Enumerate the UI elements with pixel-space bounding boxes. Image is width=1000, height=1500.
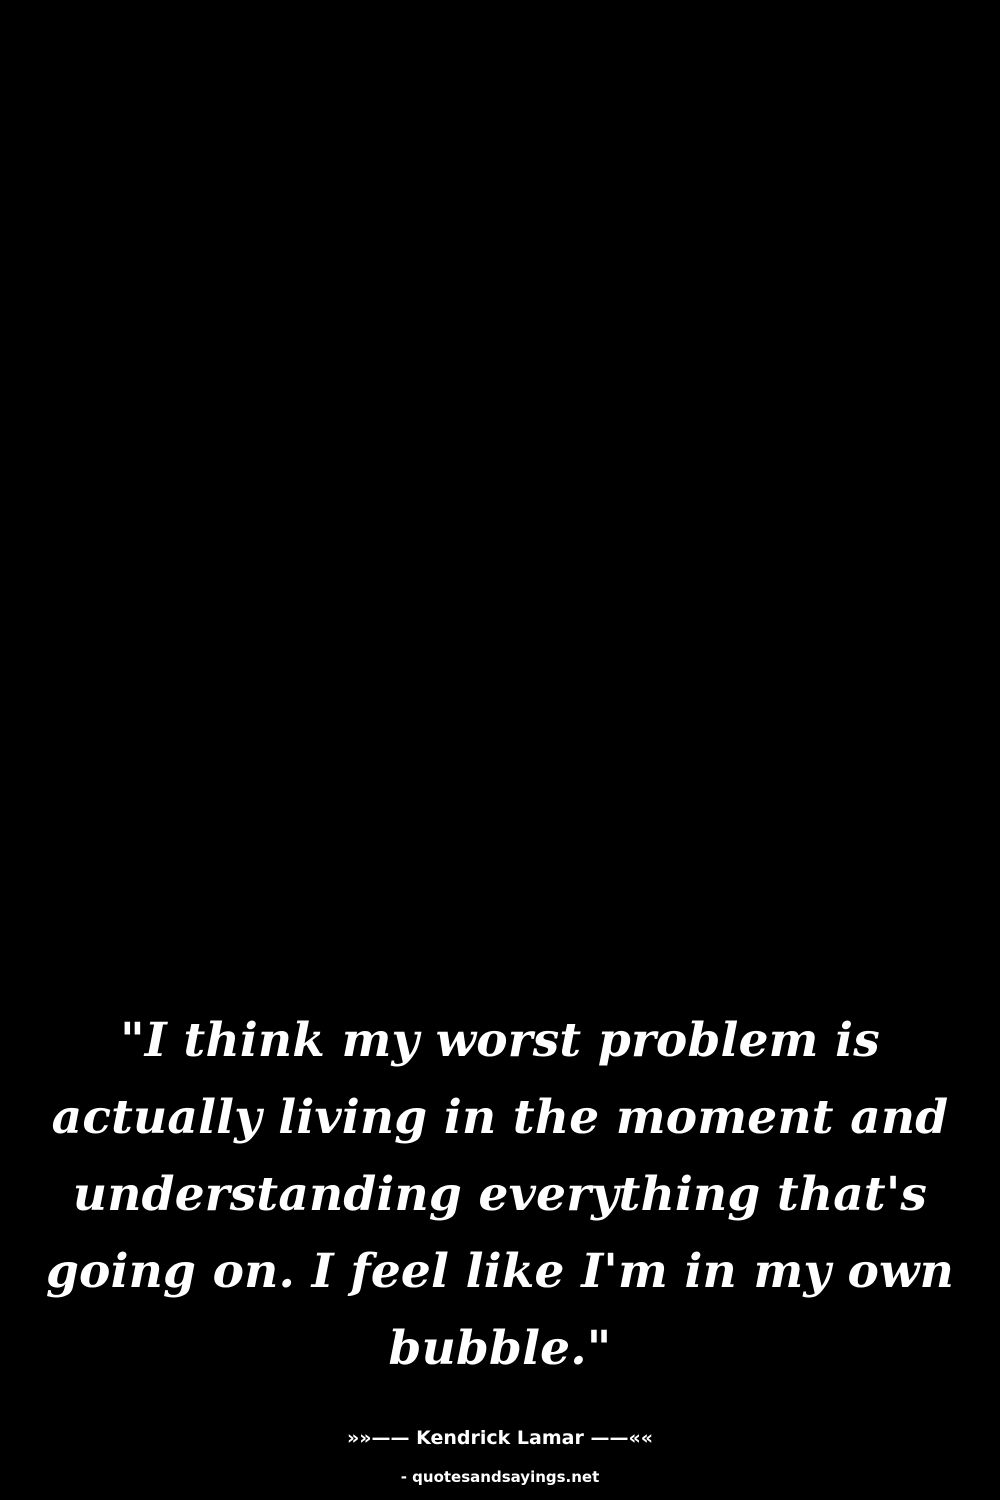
source-credit: - quotesandsayings.net xyxy=(400,1468,600,1486)
quote-author: »»—— Kendrick Lamar ——«« xyxy=(346,1427,654,1449)
quote-text: "I think my worst problem is actually living in the moment and understanding everything that's going on. I feel like I'm in my own bubble." xyxy=(45,1013,955,1376)
